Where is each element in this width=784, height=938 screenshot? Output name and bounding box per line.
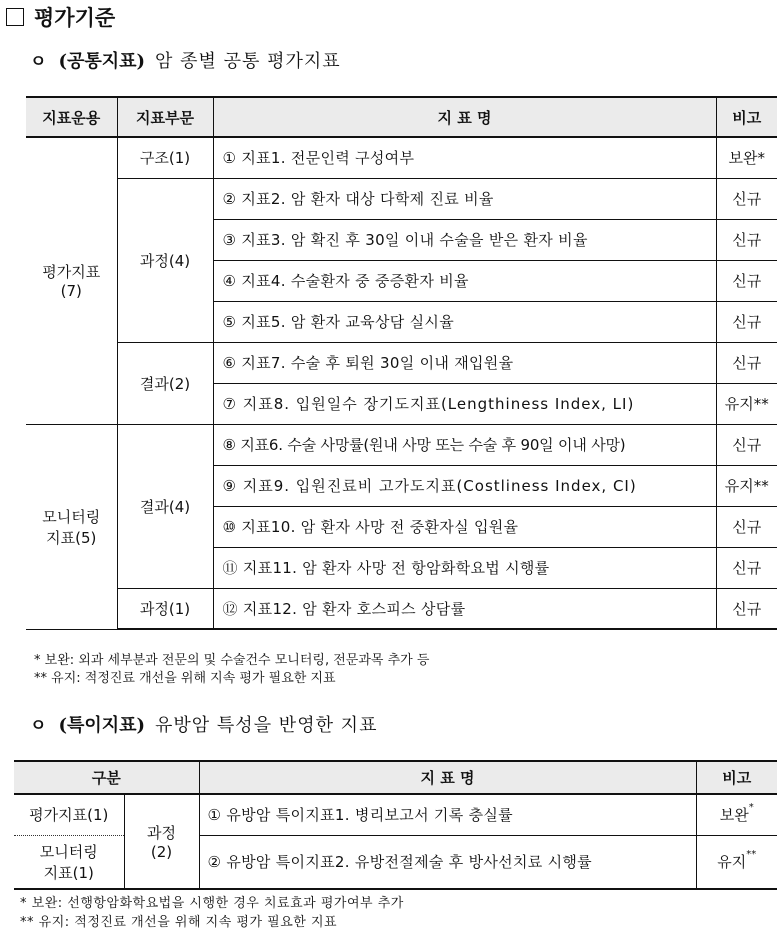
group-line: 모니터링: [39, 842, 98, 861]
table-header-row: [14, 761, 777, 794]
indicator-cell: ⑩ 지표10. 암 환자 사망 전 중환자실 입원율: [213, 506, 716, 547]
indicator-cell: ⑦ 지표8. 입원일수 장기도지표(Lengthiness Index, LI): [213, 383, 716, 424]
note-text: 보완: [719, 806, 749, 825]
note-mark: *: [748, 802, 754, 814]
header-cell: 구분: [14, 761, 199, 794]
header-cell: 지 표 명: [213, 97, 716, 137]
note-cell: 신규: [716, 301, 777, 342]
table-row: [26, 342, 777, 383]
header-cell: 지 표 명: [199, 761, 696, 794]
note-cell: 유지**: [716, 465, 777, 506]
indicator-cell: ⑧ 지표6. 수술 사망률(원내 사망 또는 수술 후 90일 이내 사망): [213, 424, 716, 465]
common-indicators-table: [26, 96, 777, 630]
circle-bullet: ㅇ: [30, 716, 47, 736]
note-cell: 신규: [716, 219, 777, 260]
indicator-cell: ⑫ 지표12. 암 환자 호스피스 상담률: [213, 588, 716, 629]
category-line: 과정: [147, 824, 176, 842]
note-cell: 신규: [716, 178, 777, 219]
subheading-tag: (특이지표): [58, 715, 146, 736]
note-cell: 신규: [716, 547, 777, 588]
table-row: [14, 794, 777, 835]
group-line: 지표(1): [43, 863, 94, 882]
header-cell: 지표부문: [117, 97, 213, 137]
note-cell: 신규: [716, 588, 777, 629]
group-cell: [26, 424, 117, 629]
group-cell: [26, 137, 117, 424]
footnote: * 보완: 선행항암화학요법을 시행한 경우 치료효과 평가여부 추가: [20, 896, 404, 911]
note-cell: [696, 794, 777, 835]
indicator-cell: ⑥ 지표7. 수술 후 퇴원 30일 이내 재입원율: [213, 342, 716, 383]
footnote: * 보완: 외과 세부분과 전문의 및 수술건수 모니터링, 전문과목 추가 등: [34, 653, 430, 668]
category-cell: 결과(2): [117, 342, 213, 424]
note-cell: 신규: [716, 260, 777, 301]
note-cell: 신규: [716, 342, 777, 383]
indicator-cell: ② 유방암 특이지표2. 유방전절제술 후 방사선치료 시행률: [199, 835, 696, 889]
indicator-cell: ⑤ 지표5. 암 환자 교육상담 실시율: [213, 301, 716, 342]
circle-bullet: ㅇ: [30, 52, 47, 72]
table-header-row: [26, 97, 777, 137]
header-cell: 비고: [716, 97, 777, 137]
indicator-cell: ① 유방암 특이지표1. 병리보고서 기록 충실률: [199, 794, 696, 835]
table-row: [26, 588, 777, 629]
group-cell: 평가지표(1): [14, 794, 124, 835]
footnote: ** 유지: 적정진료 개선을 위해 지속 평가 필요한 지표: [34, 671, 336, 686]
note-cell: 유지**: [716, 383, 777, 424]
indicator-cell: ② 지표2. 암 환자 대상 다학제 진료 비율: [213, 178, 716, 219]
indicator-cell: ④ 지표4. 수술환자 중 중증환자 비율: [213, 260, 716, 301]
table-row: [26, 137, 777, 178]
note-text: 유지: [717, 853, 747, 872]
checkbox-square-icon: [6, 8, 24, 26]
specific-indicators-subheading: [30, 711, 377, 737]
common-indicators-subheading: [30, 47, 341, 73]
category-line: (2): [150, 843, 173, 861]
group-label: 모니터링: [42, 507, 101, 526]
specific-indicators-table: [14, 760, 777, 890]
header-cell: 비고: [696, 761, 777, 794]
indicator-cell: ⑨ 지표9. 입원진료비 고가도지표(Costliness Index, CI): [213, 465, 716, 506]
group-cell: [14, 835, 124, 889]
subheading-desc: 유방암 특성을 반영한 지표: [155, 715, 378, 736]
category-cell: 구조(1): [117, 137, 213, 178]
indicator-cell: ③ 지표3. 암 확진 후 30일 이내 수술을 받은 환자 비율: [213, 219, 716, 260]
note-cell: [696, 835, 777, 889]
header-cell: 지표운용: [26, 97, 117, 137]
note-mark: **: [746, 849, 757, 861]
category-cell: 결과(4): [117, 424, 213, 588]
category-cell: 과정(4): [117, 178, 213, 342]
note-cell: 신규: [716, 424, 777, 465]
heading-title: 평가기준: [34, 5, 116, 30]
indicator-cell: ⑪ 지표11. 암 환자 사망 전 항암화학요법 시행률: [213, 547, 716, 588]
subheading-desc: 암 종별 공통 평가지표: [155, 51, 341, 72]
category-cell: 과정(1): [117, 588, 213, 629]
note-cell: 보완*: [716, 137, 777, 178]
group-count: 지표(5): [46, 528, 97, 547]
section-heading: [6, 2, 115, 32]
subheading-tag: (공통지표): [58, 51, 146, 72]
note-cell: 신규: [716, 506, 777, 547]
group-label: 평가지표: [42, 263, 101, 282]
group-count: (7): [60, 282, 82, 301]
table1-footnotes: [34, 652, 429, 688]
table-row: [26, 178, 777, 219]
footnote: ** 유지: 적정진료 개선을 위해 지속 평가 필요한 지표: [20, 915, 338, 930]
table2-footnotes: [20, 894, 404, 932]
table-row: [26, 424, 777, 465]
indicator-cell: ① 지표1. 전문인력 구성여부: [213, 137, 716, 178]
category-cell: [124, 794, 199, 889]
